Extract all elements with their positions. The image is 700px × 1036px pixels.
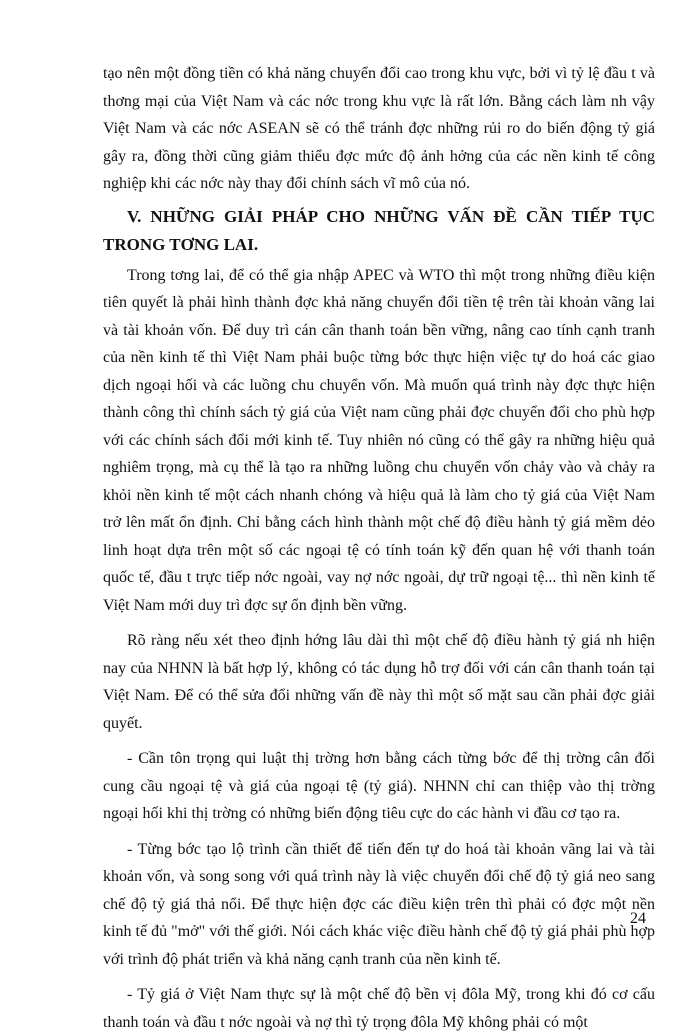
paragraph-future: Trong tơng lai, để có thể gia nhập APEC và WTO thì một trong những điều kiện tiên quyết là phải hình thành đợc khả năng chuyển đổi tiền tệ trên tài khoản vãng lai và tài khoản vốn. Để duy trì cán cân thanh toán bền vững, nâng cao tính cạnh tranh của nền kinh tế thì Việt Nam phải buộc từng bớc thực hiện việc tự do hoá các giao dịch ngoại hối và các luồng chu chuyển vốn. Mà muốn quá trình này đợc thực hiện thành công thì chính sách tỷ giá của Việt nam cũng phải đợc chuyển đổi cho phù hợp với các chính sách đổi mới kinh tế. Tuy nhiên nó cũng có thể gây ra những hiệu quả nghiêm trọng, mà cụ thể là tạo ra những luồng chu chuyển vốn chảy vào và chảy ra khỏi nền kinh tế một cách nhanh chóng và hiệu quả là làm cho tỷ giá của Việt Nam trở lên mất ổn định. Chỉ bằng cách hình thành một chế độ điều hành tỷ giá mềm dẻo linh hoạt dựa trên một số các ngoại tệ có tính toán kỹ đến quan hệ với thanh toán quốc tế, đầu t trực tiếp nớc ngoài, vay nợ nớc ngoài, dự trữ ngoại tệ... thì nền kinh tế Việt Nam mới duy trì đợc sự ổn định bền vững. [103, 266, 655, 614]
paragraph-intro: tạo nên một đồng tiền có khả năng chuyển đổi cao trong khu vực, bởi vì tỷ lệ đầu t và thơng mại của Việt Nam và các nớc trong khu vực là rất lớn. Bằng cách làm nh vậy Việt Nam và các nớc ASEAN sẽ có thể tránh đợc những rủi ro do biến động tỷ giá gây ra, đồng thời cũng giảm thiểu đợc mức độ ảnh hởng của các nền kinh tế công nghiệp khi các nớc này thay đổi chính sách vĩ mô của nó. [103, 65, 655, 192]
paragraph-assessment: Rõ ràng nếu xét theo định hớng lâu dài thì một chế độ điều hành tỷ giá nh hiện nay của NHNN là bất hợp lý, không có tác dụng hỗ trợ đối với cán cân thanh toán tại Việt Nam. Để có thể sửa đổi những vấn đề này thì một số mặt sau cần phải đợc giải quyết. [103, 632, 655, 732]
document-page [103, 60, 655, 1036]
bullet-market-rules: - Cần tôn trọng qui luật thị trờng hơn bằng cách từng bớc để thị trờng cân đối cung cầu ngoại tệ và giá của ngoại tệ (tỷ giá). NHNN chỉ can thiệp vào thị trờng ngoại hối khi thị trờng có những biến động tiêu cực do các hành vi đầu cơ tạo ra. [103, 750, 655, 822]
bullet-dollar-peg: - Tỷ giá ở Việt Nam thực sự là một chế độ bền vị đôla Mỹ, trong khi đó cơ cấu thanh toán và đầu t nớc ngoài và nợ thì tỷ trọng đôla Mỹ không phải có một [103, 986, 655, 1031]
page-number: 24 [630, 910, 646, 927]
bullet-liberalization: - Từng bớc tạo lộ trình cần thiết để tiến đến tự do hoá tài khoản vãng lai và tài khoản vốn, và song song với quá trình này là việc chuyển đổi chế độ tỷ giá neo sang chế độ tỷ giá thả nổi. Để thực hiện đợc các điều kiện trên thì phải có đợc một nền kinh tế đủ "mở" với thế giới. Nói cách khác việc điều hành chế độ tỷ giá phải phù hợp với trình độ phát triển và khả năng cạnh tranh của nền kinh tế. [103, 840, 655, 968]
section-heading: V. NHỮNG GIẢI PHÁP CHO NHỮNG VẤN ĐỀ CẦN TIẾP TỤC TRONG TƠNG LAI. [103, 206, 655, 254]
